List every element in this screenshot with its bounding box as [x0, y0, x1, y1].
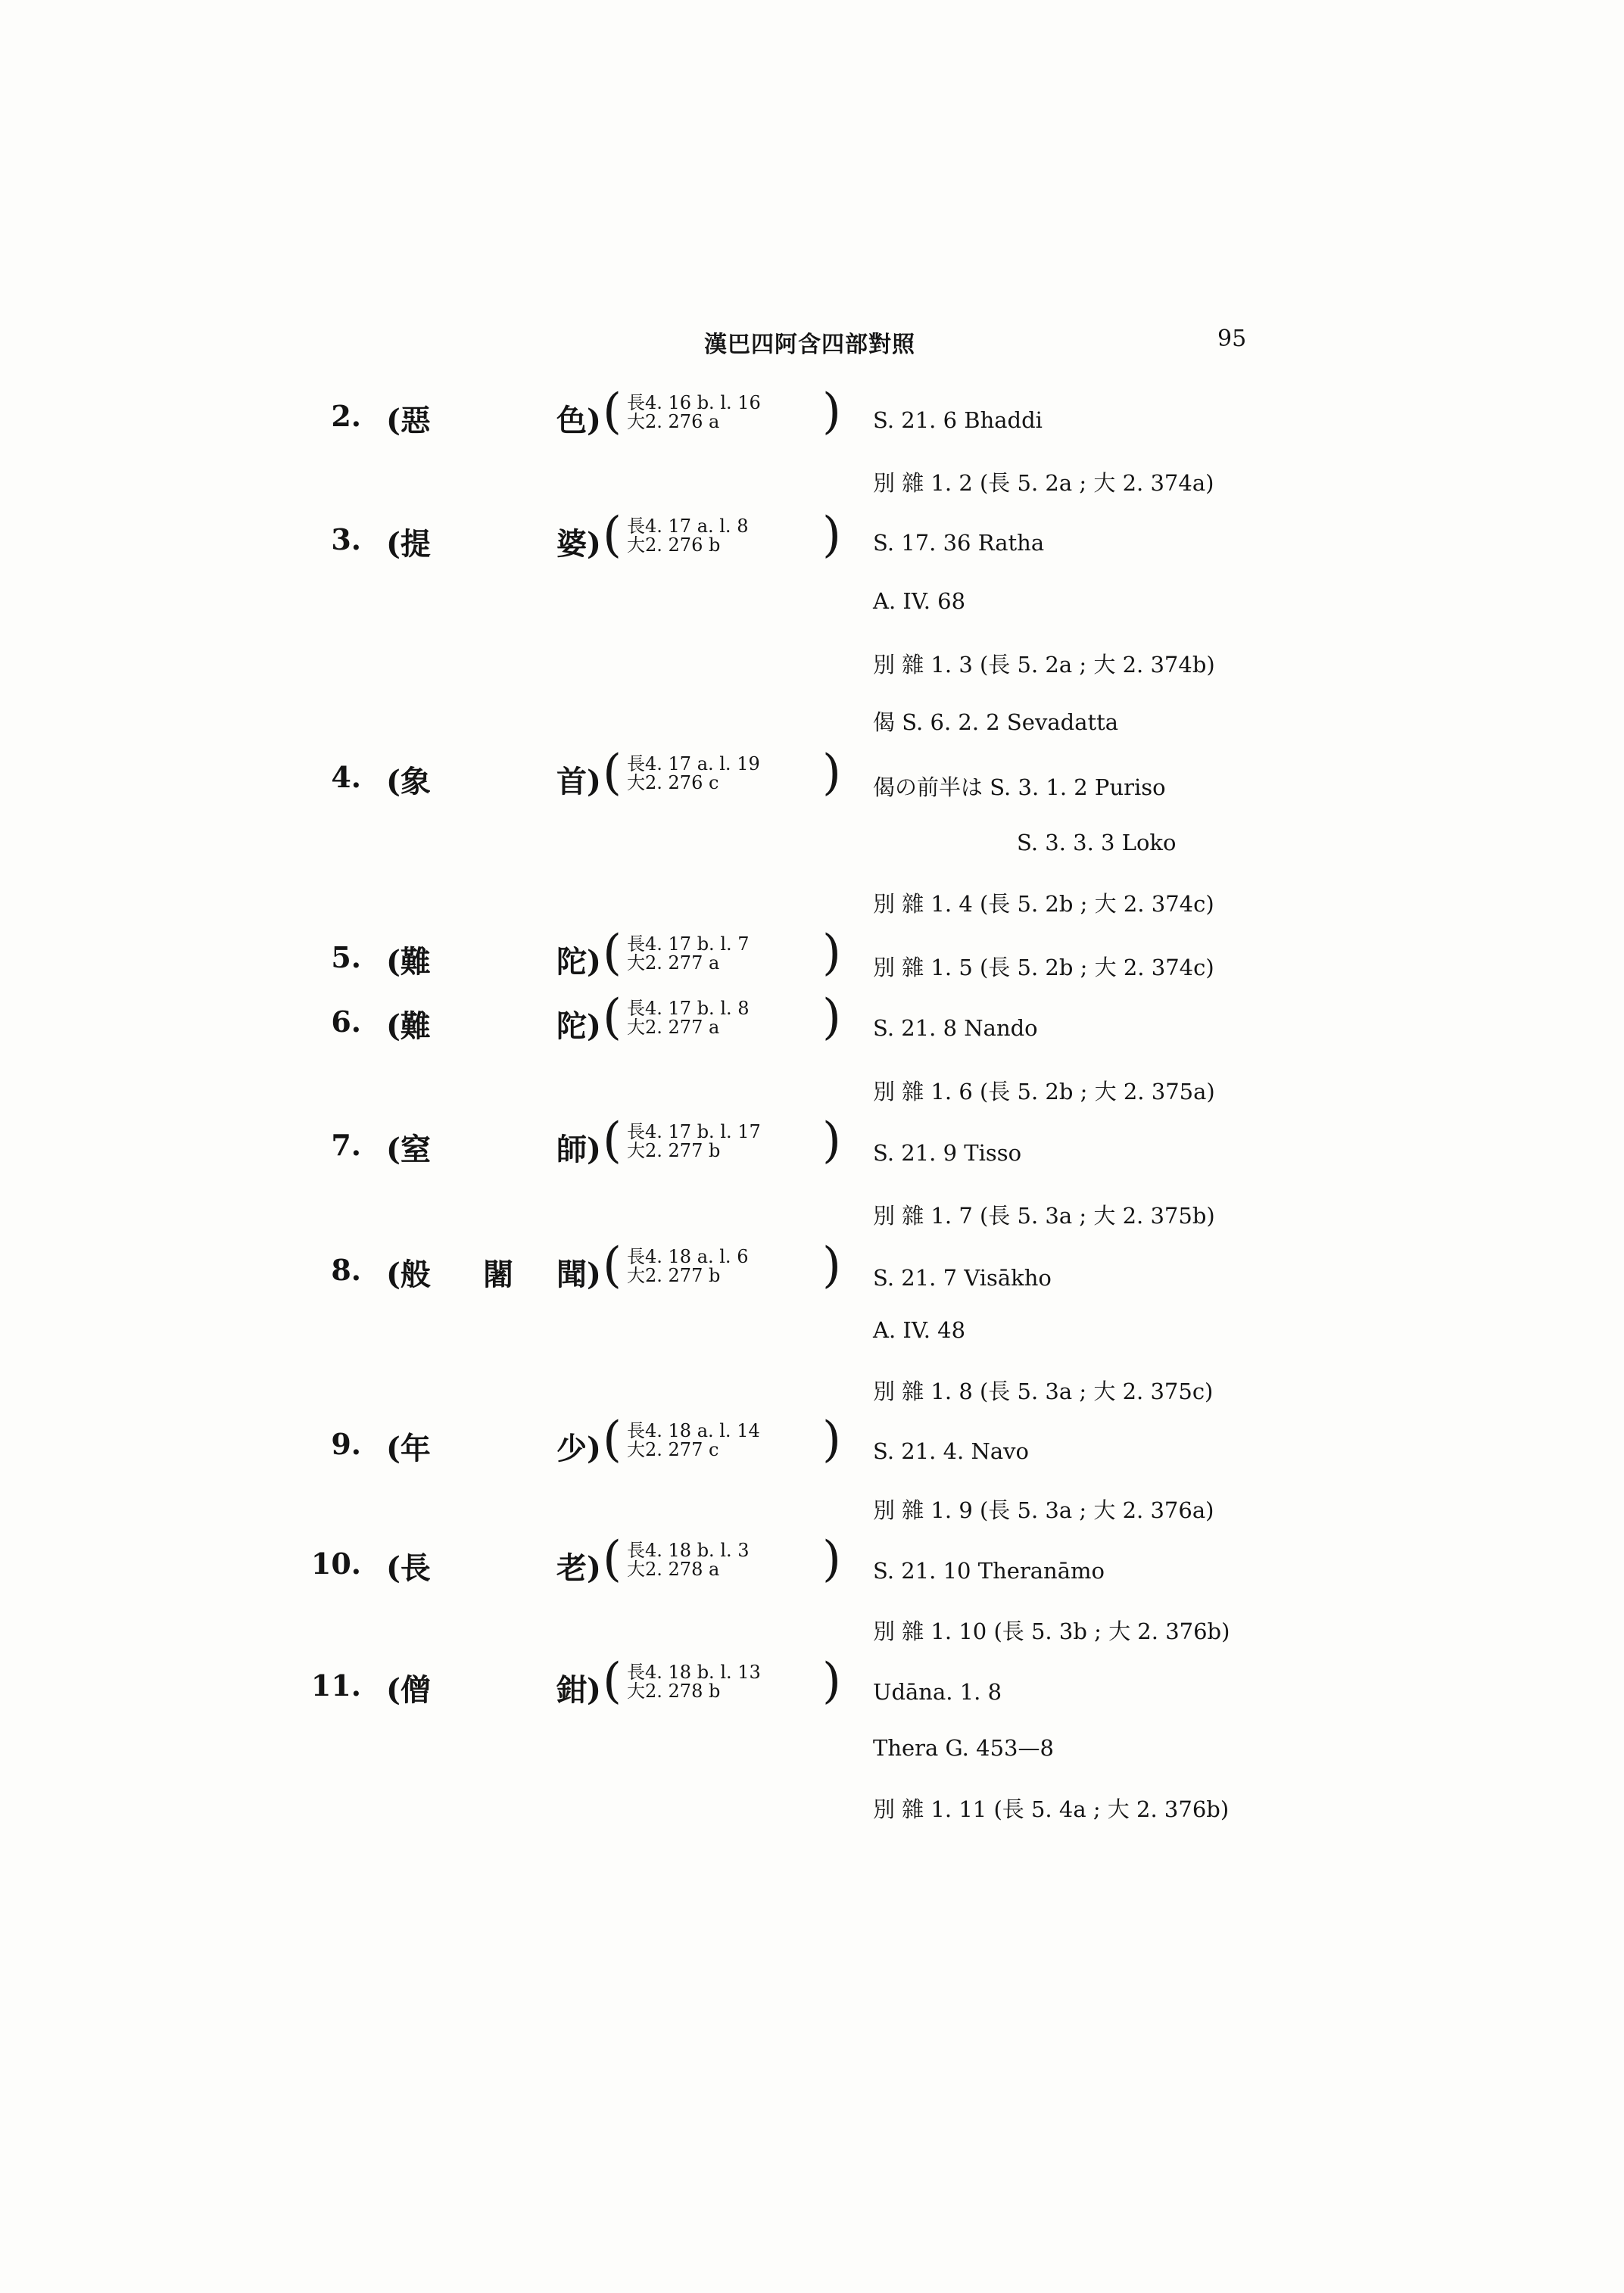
entry-title-end: 陀) [556, 1008, 601, 1044]
parallel-text: S. 21. 10 Theranāmo [873, 1558, 1105, 1584]
reference-line-1: 長4. 18 a. l. 6 [627, 1246, 749, 1267]
reference-line-2: 大2. 278 a [627, 1559, 720, 1580]
source-reference: ( 長4. 17 a. l. 8 大2. 276 b ) [603, 507, 841, 563]
reference-line-2: 大2. 276 a [627, 411, 720, 432]
parallel-text: 別 雜 1. 8 (長 5. 3a ; 大 2. 375c) [873, 1379, 1214, 1404]
source-reference: ( 長4. 17 b. l. 7 大2. 277 a ) [603, 925, 841, 981]
entry-title-start: (提 [386, 526, 431, 562]
entry-title-end: 老) [556, 1550, 601, 1586]
parallel-text: 別 雜 1. 11 (長 5. 4a ; 大 2. 376b) [873, 1796, 1230, 1822]
reference-line-2: 大2. 276 c [627, 772, 719, 793]
reference-line-1: 長4. 17 b. l. 7 [627, 933, 750, 955]
entry-number: 10. [310, 1547, 361, 1581]
running-header-title: 漢巴四阿含四部對照 [704, 332, 915, 358]
entry-title-end: 婆) [556, 526, 601, 562]
entry-title-start: (難 [386, 1008, 431, 1044]
reference-line-1: 長4. 16 b. l. 16 [627, 392, 761, 413]
entry-title-end: 聞) [556, 1257, 601, 1292]
parallel-text: 別 雜 1. 3 (長 5. 2a ; 大 2. 374b) [873, 652, 1215, 678]
entry-title-end: 鉗) [556, 1672, 601, 1708]
reference-line-2: 大2. 278 b [627, 1681, 721, 1702]
parallel-text: A. IV. 48 [873, 1317, 966, 1343]
parallel-text: 別 雜 1. 6 (長 5. 2b ; 大 2. 375a) [873, 1079, 1215, 1104]
parallel-text: 別 雜 1. 4 (長 5. 2b ; 大 2. 374c) [873, 891, 1214, 917]
parallel-text: 別 雜 1. 2 (長 5. 2a ; 大 2. 374a) [873, 470, 1214, 496]
parallel-text: 偈 S. 6. 2. 2 Sevadatta [873, 709, 1119, 735]
parallel-text: 別 雜 1. 9 (長 5. 3a ; 大 2. 376a) [873, 1497, 1214, 1523]
reference-line-2: 大2. 277 a [627, 952, 720, 974]
entry-title-end: 師) [556, 1132, 601, 1167]
reference-line-1: 長4. 17 a. l. 19 [627, 753, 760, 774]
parallel-text: A. IV. 68 [873, 588, 966, 614]
source-reference: ( 長4. 18 a. l. 6 大2. 277 b ) [603, 1238, 841, 1294]
source-reference: ( 長4. 18 a. l. 14 大2. 277 c ) [603, 1412, 841, 1468]
parallel-text: 別 雜 1. 5 (長 5. 2b ; 大 2. 374c) [873, 955, 1214, 980]
entry-number: 6. [331, 1005, 361, 1039]
parallel-text: S. 21. 4. Navo [873, 1438, 1030, 1464]
reference-line-2: 大2. 277 a [627, 1017, 720, 1038]
source-reference: ( 長4. 18 b. l. 3 大2. 278 a ) [603, 1531, 841, 1587]
entry-title-start: (窒 [386, 1132, 431, 1167]
entry-number: 11. [310, 1668, 361, 1703]
parallel-text: S. 17. 36 Ratha [873, 530, 1045, 556]
parallel-text: Udāna. 1. 8 [873, 1679, 1002, 1705]
source-reference: ( 長4. 17 a. l. 19 大2. 276 c ) [603, 745, 841, 801]
reference-line-2: 大2. 276 b [627, 534, 721, 556]
parallel-text: S. 21. 7 Visākho [873, 1265, 1052, 1291]
reference-line-1: 長4. 18 b. l. 13 [627, 1662, 761, 1683]
reference-line-2: 大2. 277 b [627, 1140, 721, 1161]
entry-title-end: 陀) [556, 944, 601, 980]
reference-line-1: 長4. 17 a. l. 8 [627, 516, 749, 537]
reference-line-2: 大2. 277 c [627, 1439, 719, 1460]
entry-title-end: 色) [556, 403, 601, 438]
entry-number: 3. [331, 522, 361, 556]
reference-line-1: 長4. 18 a. l. 14 [627, 1420, 760, 1441]
entry-title-middle: 闍 [483, 1257, 513, 1292]
source-reference: ( 長4. 17 b. l. 17 大2. 277 b ) [603, 1113, 841, 1169]
entry-title-start: (難 [386, 944, 431, 980]
entry-title-end: 首) [556, 764, 601, 799]
entry-title-start: (年 [386, 1431, 431, 1466]
entry-title-start: (象 [386, 764, 431, 799]
entry-title-start: (般 [386, 1257, 431, 1292]
source-reference: ( 長4. 16 b. l. 16 大2. 276 a ) [603, 384, 841, 440]
entry-number: 7. [331, 1128, 361, 1162]
parallel-text: S. 21. 8 Nando [873, 1015, 1038, 1041]
parallel-text: S. 21. 9 Tisso [873, 1140, 1022, 1166]
reference-line-1: 長4. 17 b. l. 8 [627, 998, 750, 1019]
page-number: 95 [1217, 326, 1247, 352]
source-reference: ( 長4. 18 b. l. 13 大2. 278 b ) [603, 1653, 841, 1709]
entry-number: 5. [331, 940, 361, 974]
parallel-text: 別 雜 1. 10 (長 5. 3b ; 大 2. 376b) [873, 1618, 1230, 1644]
parallel-text: Thera G. 453—8 [873, 1735, 1054, 1761]
reference-line-1: 長4. 18 b. l. 3 [627, 1540, 750, 1561]
reference-line-2: 大2. 277 b [627, 1265, 721, 1286]
parallel-text: S. 21. 6 Bhaddi [873, 407, 1043, 433]
entry-number: 4. [331, 760, 361, 794]
entry-title-start: (僧 [386, 1672, 431, 1708]
entry-title-end: 少) [556, 1431, 601, 1466]
parallel-text: 偈の前半は S. 3. 1. 2 Puriso [873, 774, 1166, 800]
entry-title-start: (惡 [386, 403, 431, 438]
reference-line-1: 長4. 17 b. l. 17 [627, 1121, 761, 1142]
entry-number: 8. [331, 1253, 361, 1287]
entry-number: 9. [331, 1427, 361, 1461]
parallel-text: S. 3. 3. 3 Loko [1017, 830, 1177, 855]
entry-number: 2. [331, 399, 361, 433]
source-reference: ( 長4. 17 b. l. 8 大2. 277 a ) [603, 989, 841, 1045]
parallel-text: 別 雜 1. 7 (長 5. 3a ; 大 2. 375b) [873, 1203, 1215, 1229]
entry-title-start: (長 [386, 1550, 431, 1586]
